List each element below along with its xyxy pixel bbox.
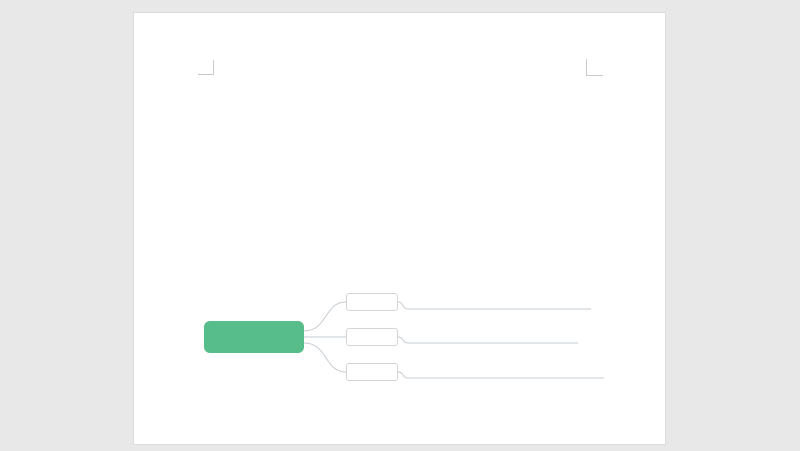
document-title[interactable] — [204, 74, 612, 89]
diagram-branch-node-upstream — [346, 293, 398, 311]
diagram-branch-node-midstream — [346, 328, 398, 346]
connector-curve-bottom — [304, 343, 346, 372]
diagram-root-node — [204, 321, 304, 353]
mindmap-diagram[interactable] — [194, 289, 614, 401]
branch-underline-middle — [398, 337, 578, 343]
document-page[interactable] — [133, 12, 666, 445]
connector-curve-top — [304, 302, 346, 331]
branch-underline-bottom — [398, 372, 604, 378]
margin-crop-mark-top-left — [198, 60, 214, 75]
diagram-branch-node-downstream — [346, 363, 398, 381]
branch-underline-top — [398, 302, 591, 309]
